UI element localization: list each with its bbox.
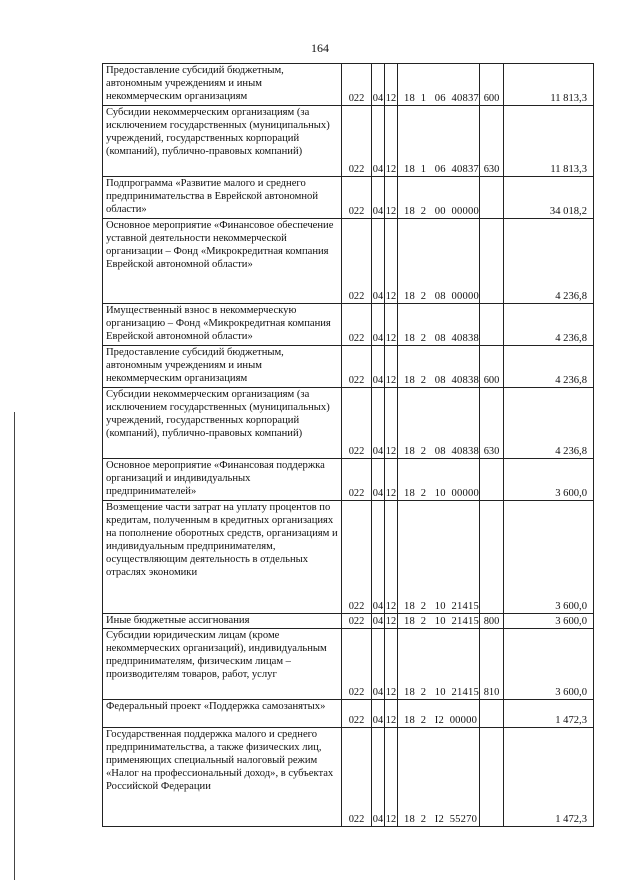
- table-row: [103, 388, 594, 459]
- amount: 3 600,0: [504, 628, 594, 699]
- direction-code: 40837: [451, 164, 479, 175]
- budget-table: [102, 63, 594, 827]
- expense-name: Государственная поддержка малого и среднего предпринимательства, а также физических лиц, применяющих специальный налоговый режим «Налог на профессиональный доход», в субъектах Российской Федерации: [103, 727, 342, 826]
- amount: 4 236,8: [504, 219, 594, 304]
- subprogram-code: 2: [420, 615, 427, 627]
- admin-code: 022: [342, 727, 372, 826]
- section-code: 04: [372, 614, 385, 629]
- amount: 4 236,8: [504, 346, 594, 388]
- table-row: [103, 628, 594, 699]
- subprogram-code: 2: [420, 714, 427, 726]
- target-article-code: [398, 304, 480, 346]
- measure-code: I2: [434, 813, 444, 825]
- expense-type-code: [480, 177, 504, 219]
- amount: 3 600,0: [504, 501, 594, 614]
- expense-name: Субсидии некоммерческим организациям (за исключением государственных (муниципальных) учреждений, государственных корпораций (компаний), публично-правовых компаний): [103, 106, 342, 177]
- table-row: [103, 106, 594, 177]
- section-code: 04: [372, 388, 385, 459]
- program-code: 18: [404, 446, 415, 457]
- admin-code: 022: [342, 501, 372, 614]
- subprogram-code: 1: [420, 93, 427, 104]
- expense-type-code: [480, 459, 504, 501]
- subprogram-code: 2: [420, 686, 427, 698]
- amount: 11 813,3: [504, 64, 594, 106]
- direction-code: 55270: [449, 813, 478, 825]
- subsection-code: 12: [385, 219, 398, 304]
- section-code: 04: [372, 219, 385, 304]
- table-row: [103, 304, 594, 346]
- subsection-code: 12: [385, 699, 398, 727]
- program-code: 18: [404, 813, 415, 825]
- measure-code: 10: [434, 601, 446, 612]
- expense-name: Иные бюджетные ассигнования: [103, 614, 342, 629]
- measure-code: I2: [434, 714, 444, 726]
- amount: 11 813,3: [504, 106, 594, 177]
- program-code: 18: [404, 164, 415, 175]
- target-article-code: [398, 346, 480, 388]
- expense-name: Предоставление субсидий бюджетным, автономным учреждениям и иным некоммерческим организациям: [103, 346, 342, 388]
- subprogram-code: 2: [420, 813, 427, 825]
- direction-code: 40838: [451, 333, 479, 344]
- program-code: 18: [404, 601, 415, 612]
- measure-code: 08: [434, 446, 446, 457]
- admin-code: 022: [342, 304, 372, 346]
- direction-code: 21415: [451, 615, 479, 627]
- table-row: [103, 459, 594, 501]
- section-code: 04: [372, 64, 385, 106]
- admin-code: 022: [342, 64, 372, 106]
- subprogram-code: 1: [420, 164, 427, 175]
- amount: 4 236,8: [504, 388, 594, 459]
- expense-name: Возмещение части затрат на уплату процентов по кредитам, полученным в кредитных организациях на пополнение оборотных средств, организациям и индивидуальным предпринимателям, осуществляющим деятельность в отдельных отраслях экономики: [103, 501, 342, 614]
- target-article-code: [398, 614, 480, 629]
- section-code: 04: [372, 106, 385, 177]
- program-code: 18: [404, 93, 415, 104]
- expense-name: Субсидии некоммерческим организациям (за исключением государственных (муниципальных) учреждений, государственных корпораций (компаний), публично-правовых компаний): [103, 388, 342, 459]
- admin-code: 022: [342, 177, 372, 219]
- subprogram-code: 2: [420, 291, 427, 302]
- section-code: 04: [372, 346, 385, 388]
- measure-code: 10: [434, 686, 446, 698]
- admin-code: 022: [342, 614, 372, 629]
- measure-code: 08: [434, 333, 446, 344]
- measure-code: 06: [434, 93, 446, 104]
- subsection-code: 12: [385, 64, 398, 106]
- subprogram-code: 2: [420, 333, 427, 344]
- page-number: 164: [311, 41, 329, 55]
- direction-code: 21415: [451, 601, 479, 612]
- admin-code: 022: [342, 106, 372, 177]
- expense-type-code: 600: [480, 346, 504, 388]
- amount: 3 600,0: [504, 459, 594, 501]
- target-article-code: [398, 64, 480, 106]
- admin-code: 022: [342, 628, 372, 699]
- subsection-code: 12: [385, 177, 398, 219]
- target-article-code: [398, 106, 480, 177]
- measure-code: 10: [434, 488, 446, 499]
- measure-code: 06: [434, 164, 446, 175]
- direction-code: 00000: [451, 291, 479, 302]
- measure-code: 08: [434, 375, 446, 386]
- expense-name: Субсидии юридическим лицам (кроме некоммерческих организаций), индивидуальным предпринимателям, физическим лицам – производителям товаров, работ, услуг: [103, 628, 342, 699]
- target-article-code: [398, 177, 480, 219]
- subsection-code: 12: [385, 346, 398, 388]
- program-code: 18: [404, 615, 415, 627]
- admin-code: 022: [342, 459, 372, 501]
- expense-type-code: 630: [480, 388, 504, 459]
- admin-code: 022: [342, 699, 372, 727]
- table-row: [103, 346, 594, 388]
- table-row: [103, 727, 594, 826]
- target-article-code: [398, 727, 480, 826]
- subprogram-code: 2: [420, 206, 427, 217]
- direction-code: 00000: [449, 714, 478, 726]
- subprogram-code: 2: [420, 601, 427, 612]
- direction-code: 40837: [451, 93, 479, 104]
- expense-name: Имущественный взнос в некоммерческую организацию – Фонд «Микрокредитная компания Еврейской автономной области»: [103, 304, 342, 346]
- target-article-code: [398, 628, 480, 699]
- subsection-code: 12: [385, 614, 398, 629]
- amount: 4 236,8: [504, 304, 594, 346]
- subsection-code: 12: [385, 628, 398, 699]
- program-code: 18: [404, 291, 415, 302]
- expense-name: Основное мероприятие «Финансовое обеспечение уставной деятельности некоммерческой организации – Фонд «Микрокредитная компания Еврейской автономной области»: [103, 219, 342, 304]
- expense-name: Предоставление субсидий бюджетным, автономным учреждениям и иным некоммерческим организациям: [103, 64, 342, 106]
- expense-type-code: 600: [480, 64, 504, 106]
- subsection-code: 12: [385, 304, 398, 346]
- target-article-code: [398, 699, 480, 727]
- section-code: 04: [372, 459, 385, 501]
- expense-type-code: [480, 219, 504, 304]
- subsection-code: 12: [385, 459, 398, 501]
- expense-name: Основное мероприятие «Финансовая поддержка организаций и индивидуальных предпринимателей»: [103, 459, 342, 501]
- admin-code: 022: [342, 346, 372, 388]
- expense-type-code: 810: [480, 628, 504, 699]
- table-row: [103, 64, 594, 106]
- section-code: 04: [372, 304, 385, 346]
- program-code: 18: [404, 686, 415, 698]
- section-code: 04: [372, 501, 385, 614]
- expense-type-code: 630: [480, 106, 504, 177]
- amount: 1 472,3: [504, 699, 594, 727]
- measure-code: 08: [434, 291, 446, 302]
- table-row: [103, 614, 594, 629]
- subsection-code: 12: [385, 388, 398, 459]
- expense-type-code: [480, 304, 504, 346]
- program-code: 18: [404, 206, 415, 217]
- target-article-code: [398, 501, 480, 614]
- table-row: [103, 219, 594, 304]
- program-code: 18: [404, 333, 415, 344]
- amount: 1 472,3: [504, 727, 594, 826]
- subsection-code: 12: [385, 501, 398, 614]
- section-code: 04: [372, 177, 385, 219]
- target-article-code: [398, 219, 480, 304]
- program-code: 18: [404, 488, 415, 499]
- subprogram-code: 2: [420, 488, 427, 499]
- admin-code: 022: [342, 219, 372, 304]
- table-row: [103, 177, 594, 219]
- expense-name: Подпрограмма «Развитие малого и среднего предпринимательства в Еврейской автономной области»: [103, 177, 342, 219]
- direction-code: 40838: [451, 446, 479, 457]
- expense-type-code: [480, 727, 504, 826]
- direction-code: 00000: [451, 488, 479, 499]
- expense-name: Федеральный проект «Поддержка самозанятых»: [103, 699, 342, 727]
- table-row: [103, 699, 594, 727]
- admin-code: 022: [342, 388, 372, 459]
- direction-code: 40838: [451, 375, 479, 386]
- amount: 3 600,0: [504, 614, 594, 629]
- expense-type-code: 800: [480, 614, 504, 629]
- direction-code: 21415: [451, 686, 479, 698]
- target-article-code: [398, 388, 480, 459]
- target-article-code: [398, 459, 480, 501]
- subsection-code: 12: [385, 106, 398, 177]
- subprogram-code: 2: [420, 375, 427, 386]
- expense-type-code: [480, 699, 504, 727]
- section-code: 04: [372, 628, 385, 699]
- program-code: 18: [404, 714, 415, 726]
- section-code: 04: [372, 699, 385, 727]
- expense-type-code: [480, 501, 504, 614]
- program-code: 18: [404, 375, 415, 386]
- measure-code: 00: [434, 206, 446, 217]
- direction-code: 00000: [451, 206, 479, 217]
- scan-margin-line: [14, 412, 15, 880]
- subsection-code: 12: [385, 727, 398, 826]
- table-row: [103, 501, 594, 614]
- measure-code: 10: [434, 615, 446, 627]
- amount: 34 018,2: [504, 177, 594, 219]
- subprogram-code: 2: [420, 446, 427, 457]
- section-code: 04: [372, 727, 385, 826]
